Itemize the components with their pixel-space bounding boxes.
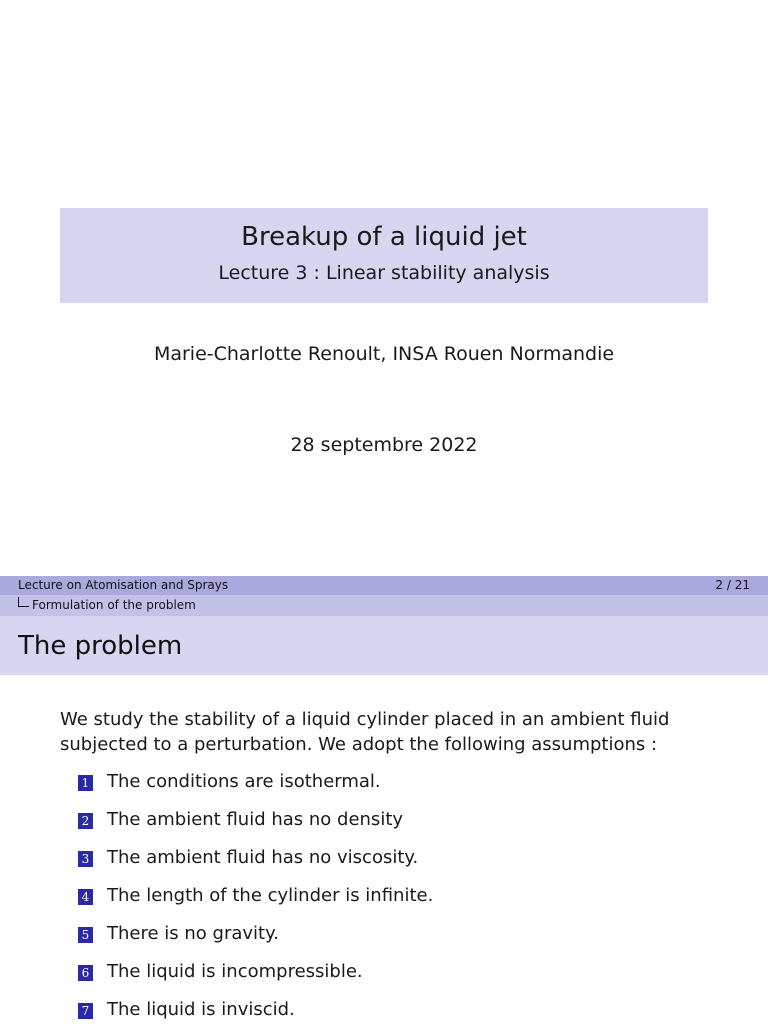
item-number-badge: 2	[78, 813, 93, 829]
slide-header-bar	[0, 576, 768, 595]
item-text: The length of the cylinder is infinite.	[107, 885, 434, 906]
item-text: The liquid is inviscid.	[107, 999, 295, 1020]
frame-title: The problem	[18, 631, 183, 661]
content-slide	[0, 576, 768, 1024]
item-text: The ambient fluid has no viscosity.	[107, 847, 419, 868]
list-item	[78, 922, 433, 960]
item-text: There is no gravity.	[107, 923, 279, 944]
list-item	[78, 884, 433, 922]
list-item	[78, 998, 433, 1024]
frame-title-bar	[0, 616, 768, 675]
section-bar	[0, 595, 768, 616]
item-number-badge: 5	[78, 927, 93, 943]
item-text: The conditions are isothermal.	[107, 771, 381, 792]
title-block	[60, 208, 708, 303]
presentation-title: Breakup of a liquid jet	[241, 222, 527, 252]
presentation-date: 28 septembre 2022	[290, 434, 478, 456]
item-number-badge: 3	[78, 851, 93, 867]
list-item	[78, 846, 433, 884]
item-number-badge: 4	[78, 889, 93, 905]
page-counter: 2 / 21	[715, 578, 750, 592]
assumption-list	[78, 770, 433, 1024]
section-title: Formulation of the problem	[32, 598, 196, 612]
list-item	[78, 808, 433, 846]
item-number-badge: 1	[78, 775, 93, 791]
item-number-badge: 6	[78, 965, 93, 981]
course-title: Lecture on Atomisation and Sprays	[18, 578, 229, 592]
intro-paragraph: We study the stability of a liquid cylinder placed in an ambient fluid subjected to a perturbation. We adopt the following assumptions :	[60, 709, 670, 755]
author-line: Marie-Charlotte Renoult, INSA Rouen Normandie	[153, 343, 615, 365]
tree-branch-icon	[18, 597, 29, 607]
presentation-subtitle: Lecture 3 : Linear stability analysis	[218, 262, 550, 284]
item-text: The ambient fluid has no density	[107, 809, 404, 830]
section-breadcrumb	[18, 597, 196, 613]
list-item	[78, 770, 433, 808]
list-item	[78, 960, 433, 998]
item-number-badge: 7	[78, 1003, 93, 1019]
item-text: The liquid is incompressible.	[107, 961, 363, 982]
